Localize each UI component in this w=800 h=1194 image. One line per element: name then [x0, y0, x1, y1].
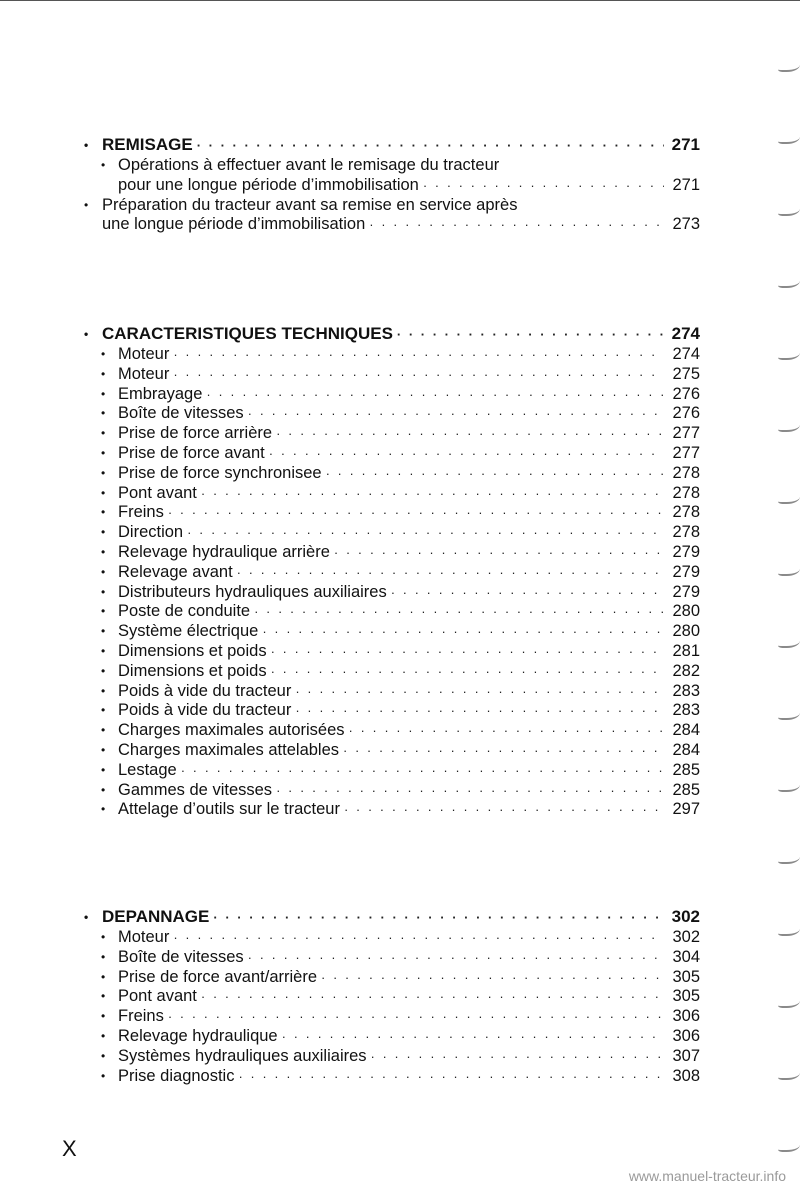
- dot-leader: [206, 385, 664, 405]
- binding-hole: [778, 1140, 800, 1152]
- toc-heading-title: REMISAGE: [102, 135, 193, 154]
- bullet: •: [101, 406, 106, 421]
- bullet: •: [101, 1028, 106, 1043]
- binding-hole: [778, 420, 800, 432]
- toc-entry-page: 276: [672, 384, 700, 403]
- toc-heading-page: 274: [671, 324, 700, 343]
- toc-entry: [80, 365, 700, 385]
- toc-entry: [80, 404, 700, 424]
- toc-entry-page: 273: [672, 215, 700, 234]
- toc-entry: [80, 1007, 700, 1027]
- toc-entry-page: 279: [672, 562, 700, 581]
- toc-entry: [80, 701, 700, 721]
- bullet: •: [101, 158, 106, 172]
- toc-entry: [80, 385, 700, 405]
- binding-hole: [778, 996, 800, 1008]
- binding-hole: [778, 852, 800, 864]
- toc-entry-title: Charges maximales attelables: [118, 740, 340, 759]
- toc-entry: [80, 662, 700, 682]
- toc-heading-row: [80, 134, 700, 156]
- toc-entry-page: 305: [672, 987, 700, 1006]
- dot-leader: [271, 662, 664, 682]
- toc-entry-title: Prise de force avant: [118, 443, 265, 462]
- toc-entry-page: 284: [672, 721, 700, 740]
- binding-hole: [778, 276, 800, 288]
- toc-entry-page: 277: [672, 424, 700, 443]
- toc-entry-title: Prise diagnostic: [118, 1066, 235, 1085]
- dot-leader: [173, 365, 664, 385]
- toc-entry-page: 305: [672, 967, 700, 986]
- bullet: •: [84, 138, 89, 152]
- toc-entry: [80, 800, 700, 820]
- toc-entry-title: Systèmes hydrauliques auxiliaires: [118, 1046, 367, 1065]
- dot-leader: [276, 781, 664, 801]
- bullet: •: [101, 604, 106, 619]
- toc-entry-title: Prise de force avant/arrière: [118, 967, 318, 986]
- dot-leader: [254, 602, 664, 622]
- bullet: •: [101, 663, 106, 678]
- bullet: •: [101, 723, 106, 738]
- toc-entry-page: 279: [672, 582, 700, 601]
- toc-entry-title: Boîte de vitesses: [118, 404, 244, 423]
- toc-heading-page: 302: [671, 907, 700, 926]
- dot-leader: [343, 741, 664, 761]
- dot-leader: [168, 503, 664, 523]
- toc-entry-title: Moteur: [118, 928, 170, 946]
- dot-leader: [295, 682, 664, 702]
- toc-entry-page: 278: [672, 523, 700, 542]
- toc-entry: [80, 1047, 700, 1067]
- toc-entry: [80, 503, 700, 523]
- dot-leader: [269, 444, 664, 464]
- dot-leader: [213, 907, 664, 929]
- toc-entry-page: 282: [672, 661, 700, 680]
- bullet: •: [101, 683, 106, 698]
- dot-leader: [248, 948, 664, 968]
- toc-entry-page: 278: [672, 503, 700, 522]
- toc-heading-row: [80, 323, 700, 345]
- bullet: •: [101, 742, 106, 757]
- bullet: •: [101, 366, 106, 381]
- page-number-letter: X: [62, 1136, 77, 1161]
- toc-entry-page: 283: [672, 701, 700, 720]
- toc-entry-page: 280: [672, 622, 700, 641]
- bullet: •: [101, 1048, 106, 1063]
- toc-entry-title: Prise de force synchronisee: [118, 463, 322, 482]
- bullet: •: [101, 426, 106, 441]
- toc-entry-page: 304: [672, 947, 700, 966]
- toc-entry-page: 285: [672, 760, 700, 779]
- toc-entry-title: Prise de force arrière: [118, 424, 273, 443]
- dot-leader: [344, 800, 664, 820]
- toc-entry-page: 277: [672, 443, 700, 462]
- toc-entry-title: Pont avant: [118, 483, 197, 502]
- toc-entry: [80, 761, 700, 781]
- toc-entry-page: 302: [672, 928, 700, 946]
- toc-entry: [80, 781, 700, 801]
- bullet: •: [101, 949, 106, 964]
- dot-leader: [321, 968, 664, 988]
- toc-entry-page: 278: [672, 483, 700, 502]
- toc-entry: [80, 583, 700, 603]
- toc-entry: [80, 464, 700, 484]
- bullet: •: [101, 386, 106, 401]
- binding-hole: [778, 564, 800, 576]
- bullet: •: [101, 624, 106, 639]
- dot-leader: [369, 215, 664, 235]
- binding-hole: [778, 60, 800, 72]
- toc-entry-title: Direction: [118, 523, 184, 542]
- dot-leader: [168, 1007, 664, 1027]
- toc-entry: [80, 987, 700, 1007]
- toc-entry-title: Distributeurs hydrauliques auxiliaires: [118, 582, 387, 601]
- bullet: •: [101, 347, 106, 361]
- bullet: •: [101, 643, 106, 658]
- toc-entry: [80, 948, 700, 968]
- binding-hole: [778, 204, 800, 216]
- dot-leader: [173, 928, 664, 948]
- toc-entry-title: Freins: [118, 503, 164, 522]
- binding-hole: [778, 132, 800, 144]
- toc-entry-page: 306: [672, 1026, 700, 1045]
- binding-hole: [778, 1068, 800, 1080]
- toc-entry-title: Charges maximales autorisées: [118, 721, 345, 740]
- toc-section-depannage: [80, 906, 700, 1086]
- bullet: •: [101, 505, 106, 520]
- toc-entry: [80, 424, 700, 444]
- dot-leader: [248, 404, 664, 424]
- toc-entry-page: 283: [672, 681, 700, 700]
- toc-entry: [80, 523, 700, 543]
- toc-heading-row: [80, 906, 700, 928]
- bullet: •: [101, 969, 106, 984]
- dot-leader: [391, 583, 664, 603]
- dot-leader: [197, 135, 664, 157]
- toc-entry-page: 275: [672, 364, 700, 383]
- toc-entry: [80, 444, 700, 464]
- toc-entry-title: Dimensions et poids: [118, 661, 267, 680]
- toc-entry-page: 297: [672, 800, 700, 819]
- bullet: •: [101, 930, 106, 944]
- binding-hole: [778, 780, 800, 792]
- toc-entry-title: Dimensions et poids: [118, 641, 267, 660]
- toc-entry: [80, 176, 700, 196]
- toc-entry: [80, 682, 700, 702]
- toc-entry-title: Relevage hydraulique arrière: [118, 542, 330, 561]
- dot-leader: [349, 721, 664, 741]
- binding-hole: [778, 636, 800, 648]
- toc-entry-title: Poids à vide du tracteur: [118, 681, 292, 700]
- toc-entry-page: 306: [672, 1007, 700, 1026]
- toc-entry: [80, 642, 700, 662]
- dot-leader: [187, 523, 664, 543]
- toc-entry: [80, 1067, 700, 1087]
- toc-entry: [80, 741, 700, 761]
- toc-entry-title: Freins: [118, 1007, 164, 1026]
- toc-entry-title: Relevage hydraulique: [118, 1026, 278, 1045]
- dot-leader: [201, 987, 664, 1007]
- bullet: •: [101, 525, 106, 540]
- bullet: •: [101, 564, 106, 579]
- dot-leader: [181, 761, 664, 781]
- toc-entry: [80, 622, 700, 642]
- toc-entry-page: 285: [672, 780, 700, 799]
- toc-entry: [80, 345, 700, 365]
- toc-entry-title: Gammes de vitesses: [118, 780, 273, 799]
- toc-section-remisage: [80, 134, 700, 235]
- toc-entry-title: Attelage d’outils sur le tracteur: [118, 800, 340, 819]
- toc-entry: [80, 968, 700, 988]
- toc-heading-title: DEPANNAGE: [102, 907, 210, 926]
- toc-entry-title: Poids à vide du tracteur: [118, 701, 292, 720]
- toc-entry: [80, 563, 700, 583]
- dot-leader: [276, 424, 664, 444]
- bullet: •: [101, 544, 106, 559]
- dot-leader: [262, 622, 664, 642]
- toc-entry: [80, 1027, 700, 1047]
- toc-entry-title: Moteur: [118, 345, 170, 363]
- bullet: •: [101, 802, 106, 817]
- binding-hole: [778, 924, 800, 936]
- toc-entry-line: Préparation du tracteur avant sa remise en service après •: [84, 195, 518, 214]
- toc-section-caracteristiques-techniques: [80, 323, 700, 820]
- toc-entry-title: Embrayage: [118, 384, 203, 403]
- dot-leader: [271, 642, 664, 662]
- toc-entry: [80, 602, 700, 622]
- dot-leader: [397, 324, 664, 346]
- toc-entry-page: 281: [672, 641, 700, 660]
- toc-entry: [80, 928, 700, 948]
- binding-hole: [778, 492, 800, 504]
- dot-leader: [326, 464, 664, 484]
- top-rule: [0, 0, 800, 1]
- dot-leader: [237, 563, 664, 583]
- toc-entry-title: Relevage avant: [118, 562, 233, 581]
- toc-entry-page: 276: [672, 404, 700, 423]
- watermark: www.manuel-tracteur.info: [628, 1168, 786, 1184]
- toc-entry: [80, 215, 700, 235]
- bullet: •: [101, 445, 106, 460]
- toc-entry-page: 274: [672, 345, 700, 363]
- bullet: •: [101, 1009, 106, 1024]
- dot-leader: [201, 484, 664, 504]
- bullet: •: [101, 1068, 106, 1083]
- dot-leader: [334, 543, 664, 563]
- bullet: •: [101, 989, 106, 1004]
- toc-entry-page: 307: [672, 1046, 700, 1065]
- toc-entry-page: 278: [672, 463, 700, 482]
- dot-leader: [173, 345, 664, 365]
- toc-entry-title: Pont avant: [118, 987, 197, 1006]
- bullet: •: [101, 762, 106, 777]
- toc-entry: [80, 543, 700, 563]
- toc-entry: [80, 721, 700, 741]
- toc-entry-title: Système électrique: [118, 622, 259, 641]
- bullet: •: [101, 703, 106, 718]
- binding-holes: [770, 60, 800, 1170]
- toc-entry: [80, 484, 700, 504]
- binding-hole: [778, 708, 800, 720]
- dot-leader: [238, 1067, 664, 1087]
- bullet: •: [101, 485, 106, 500]
- toc-entry-page: 279: [672, 542, 700, 561]
- toc-entry-line: Opérations à effectuer avant le remisage du tracteur •: [101, 156, 500, 174]
- bullet: •: [84, 197, 89, 212]
- bullet: •: [84, 910, 89, 924]
- toc-heading-title: CARACTERISTIQUES TECHNIQUES: [102, 324, 393, 343]
- bullet: •: [101, 465, 106, 480]
- bullet: •: [101, 584, 106, 599]
- bullet: •: [101, 782, 106, 797]
- toc-entry-page: 284: [672, 740, 700, 759]
- toc-entry-title: pour une longue période d’immobilisation: [118, 175, 419, 194]
- toc-entry-page: 280: [672, 602, 700, 621]
- toc-entry-title: Moteur: [118, 364, 170, 383]
- toc-entry-page: 308: [672, 1066, 700, 1085]
- toc-entry-title: une longue période d’immobilisation: [102, 215, 366, 234]
- bullet: •: [84, 327, 89, 341]
- toc-entry-title: Poste de conduite: [118, 602, 251, 621]
- toc-entry-page: 271: [672, 175, 700, 194]
- toc-heading-page: 271: [671, 135, 700, 154]
- dot-leader: [295, 701, 664, 721]
- toc-entry-title: Boîte de vitesses: [118, 947, 244, 966]
- dot-leader: [282, 1027, 664, 1047]
- toc-entry-title: Lestage: [118, 760, 177, 779]
- binding-hole: [778, 348, 800, 360]
- dot-leader: [423, 176, 664, 196]
- dot-leader: [371, 1047, 664, 1067]
